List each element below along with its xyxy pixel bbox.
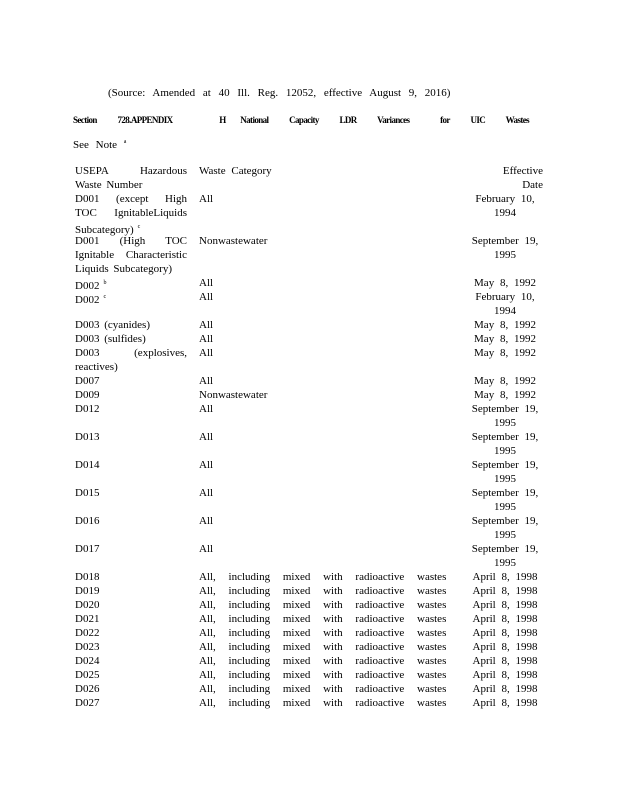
waste-category: All bbox=[199, 515, 214, 527]
table-row bbox=[75, 431, 545, 459]
effective-date: September 19, 1995 bbox=[471, 403, 539, 429]
waste-code bbox=[75, 641, 187, 655]
waste-category: All bbox=[199, 375, 214, 387]
waste-code bbox=[75, 347, 187, 375]
waste-category: All, including mixed with radioactive wastes bbox=[199, 585, 447, 597]
heading-word: UIC bbox=[470, 115, 486, 125]
waste-category: All, including mixed with radioactive wastes bbox=[199, 571, 447, 583]
table-row bbox=[75, 613, 545, 627]
effective-date: September 19, 1995 bbox=[471, 515, 539, 541]
header-date: Effective Date bbox=[502, 165, 543, 191]
waste-code-text: D024 bbox=[75, 655, 100, 667]
waste-category: All bbox=[199, 333, 214, 345]
effective-date: September 19, 1995 bbox=[471, 235, 539, 261]
waste-code bbox=[75, 333, 187, 347]
effective-date: April 8, 1998 bbox=[472, 683, 538, 695]
waste-code-text: D022 bbox=[75, 627, 100, 639]
table-row bbox=[75, 389, 545, 403]
waste-category: All bbox=[199, 543, 214, 555]
waste-category: All bbox=[199, 291, 214, 303]
waste-category: All bbox=[199, 403, 214, 415]
table-row bbox=[75, 655, 545, 669]
waste-code-text: D013 bbox=[75, 431, 100, 443]
waste-code bbox=[75, 613, 187, 627]
table-row bbox=[75, 683, 545, 697]
waste-code-text: D012 bbox=[75, 403, 100, 415]
waste-category: All bbox=[199, 277, 214, 289]
effective-date: April 8, 1998 bbox=[472, 599, 538, 611]
heading-word: Variances bbox=[377, 115, 410, 125]
waste-code-text: D003 (sulfides) bbox=[75, 333, 146, 345]
waste-code bbox=[75, 515, 187, 529]
waste-category: All bbox=[199, 193, 214, 205]
effective-date: April 8, 1998 bbox=[472, 585, 538, 597]
table-row bbox=[75, 585, 545, 599]
table-row bbox=[75, 235, 545, 277]
waste-code-text: D020 bbox=[75, 599, 100, 611]
effective-date: May 8, 1992 bbox=[474, 277, 536, 289]
effective-date: May 8, 1992 bbox=[474, 375, 536, 387]
waste-code-text: D015 bbox=[75, 487, 100, 499]
waste-code bbox=[75, 291, 187, 308]
waste-category: All, including mixed with radioactive wastes bbox=[199, 669, 447, 681]
waste-code bbox=[75, 697, 187, 711]
waste-code bbox=[75, 487, 187, 501]
section-number: 728.APPENDIX bbox=[117, 115, 173, 125]
table-row bbox=[75, 571, 545, 585]
header-category: Waste Category bbox=[199, 165, 272, 177]
effective-date: April 8, 1998 bbox=[472, 655, 538, 667]
heading-word: for bbox=[440, 115, 450, 125]
waste-code bbox=[75, 585, 187, 599]
table-row bbox=[75, 627, 545, 641]
table-row bbox=[75, 291, 545, 319]
waste-code-text: D021 bbox=[75, 613, 100, 625]
waste-code bbox=[75, 683, 187, 697]
waste-category: All, including mixed with radioactive wastes bbox=[199, 599, 447, 611]
waste-code bbox=[75, 403, 187, 417]
heading-word: LDR bbox=[339, 115, 357, 125]
source-note: (Source: Amended at 40 Ill. Reg. 12052, effective August 9, 2016) bbox=[108, 87, 451, 99]
effective-date: September 19, 1995 bbox=[471, 459, 539, 485]
table-row bbox=[75, 515, 545, 543]
waste-category: All, including mixed with radioactive wastes bbox=[199, 697, 447, 709]
table-row bbox=[75, 641, 545, 655]
waste-code bbox=[75, 627, 187, 641]
see-note bbox=[73, 139, 126, 151]
waste-code-text: D003 (explosives, reactives) bbox=[75, 347, 187, 373]
waste-code-text: D017 bbox=[75, 543, 100, 555]
waste-code-text: D002 bbox=[75, 294, 100, 306]
waste-code bbox=[75, 571, 187, 585]
waste-code bbox=[75, 319, 187, 333]
table-row bbox=[75, 459, 545, 487]
waste-code bbox=[75, 193, 187, 237]
heading-word: Capacity bbox=[289, 115, 319, 125]
table-header-row bbox=[75, 165, 545, 193]
waste-code-text: D007 bbox=[75, 375, 100, 387]
effective-date: April 8, 1998 bbox=[472, 641, 538, 653]
waste-code bbox=[75, 389, 187, 403]
header-code: USEPA Hazardous Waste Number bbox=[75, 165, 187, 191]
waste-category: All bbox=[199, 347, 214, 359]
waste-category: All bbox=[199, 319, 214, 331]
table-row bbox=[75, 697, 545, 711]
table-row bbox=[75, 403, 545, 431]
table-row bbox=[75, 333, 545, 347]
effective-date: February 10, 1994 bbox=[475, 291, 535, 317]
waste-code bbox=[75, 459, 187, 473]
table-row bbox=[75, 669, 545, 683]
effective-date: September 19, 1995 bbox=[471, 543, 539, 569]
waste-code-text: D026 bbox=[75, 683, 100, 695]
heading-word: Wastes bbox=[505, 115, 530, 125]
see-note-text: See Note bbox=[73, 139, 118, 151]
appendix-letter: H bbox=[219, 115, 226, 125]
waste-category: All, including mixed with radioactive wastes bbox=[199, 655, 447, 667]
table-row bbox=[75, 487, 545, 515]
effective-date: May 8, 1992 bbox=[474, 347, 536, 359]
effective-date: February 10, 1994 bbox=[475, 193, 535, 219]
effective-date: May 8, 1992 bbox=[474, 333, 536, 345]
table-row bbox=[75, 277, 545, 291]
waste-code bbox=[75, 669, 187, 683]
waste-category: Nonwastewater bbox=[199, 389, 268, 401]
waste-code-text: D009 bbox=[75, 389, 100, 401]
table-row bbox=[75, 375, 545, 389]
waste-code bbox=[75, 375, 187, 389]
waste-code-text: D025 bbox=[75, 669, 100, 681]
waste-code bbox=[75, 431, 187, 445]
waste-code bbox=[75, 599, 187, 613]
table-row bbox=[75, 599, 545, 613]
effective-date: September 19, 1995 bbox=[471, 487, 539, 513]
effective-date: May 8, 1992 bbox=[474, 319, 536, 331]
waste-code bbox=[75, 235, 187, 276]
effective-date: April 8, 1998 bbox=[472, 697, 538, 709]
waste-code bbox=[75, 543, 187, 557]
table-row bbox=[75, 193, 545, 235]
waste-code bbox=[75, 655, 187, 669]
waste-code-text: D001 (High TOC Ignitable Characteristic Liquids Subcategory) bbox=[75, 235, 187, 275]
table-row bbox=[75, 319, 545, 333]
waste-code-text: D014 bbox=[75, 459, 100, 471]
waste-category: All, including mixed with radioactive wastes bbox=[199, 641, 447, 653]
effective-date: April 8, 1998 bbox=[472, 571, 538, 583]
effective-date: September 19, 1995 bbox=[471, 431, 539, 457]
footnote-mark: a bbox=[123, 139, 127, 145]
waste-category: All, including mixed with radioactive wastes bbox=[199, 683, 447, 695]
waste-code-text: D003 (cyanides) bbox=[75, 319, 151, 331]
waste-category: All, including mixed with radioactive wastes bbox=[199, 613, 447, 625]
waste-variance-table bbox=[75, 165, 545, 711]
table-row bbox=[75, 347, 545, 375]
waste-code-text: D027 bbox=[75, 697, 100, 709]
section-heading bbox=[73, 115, 543, 125]
waste-category: All bbox=[199, 459, 214, 471]
waste-code-text: D016 bbox=[75, 515, 100, 527]
footnote-mark: c bbox=[137, 223, 141, 230]
waste-category: All bbox=[199, 487, 214, 499]
table-row bbox=[75, 543, 545, 571]
heading-word: National bbox=[240, 115, 269, 125]
effective-date: April 8, 1998 bbox=[472, 669, 538, 681]
waste-category: Nonwastewater bbox=[199, 235, 268, 247]
waste-category: All bbox=[199, 431, 214, 443]
waste-code-text: D001 (except High TOC IgnitableLiquids Subcategory) bbox=[75, 193, 187, 236]
waste-code-text: D002 bbox=[75, 280, 100, 292]
section-label: Section bbox=[73, 115, 97, 125]
footnote-mark: b bbox=[103, 280, 107, 286]
waste-category: All, including mixed with radioactive wastes bbox=[199, 627, 447, 639]
waste-code-text: D018 bbox=[75, 571, 100, 583]
effective-date: April 8, 1998 bbox=[472, 613, 538, 625]
effective-date: April 8, 1998 bbox=[472, 627, 538, 639]
waste-code-text: D023 bbox=[75, 641, 100, 653]
footnote-mark: c bbox=[103, 294, 107, 300]
effective-date: May 8, 1992 bbox=[474, 389, 536, 401]
waste-code-text: D019 bbox=[75, 585, 100, 597]
